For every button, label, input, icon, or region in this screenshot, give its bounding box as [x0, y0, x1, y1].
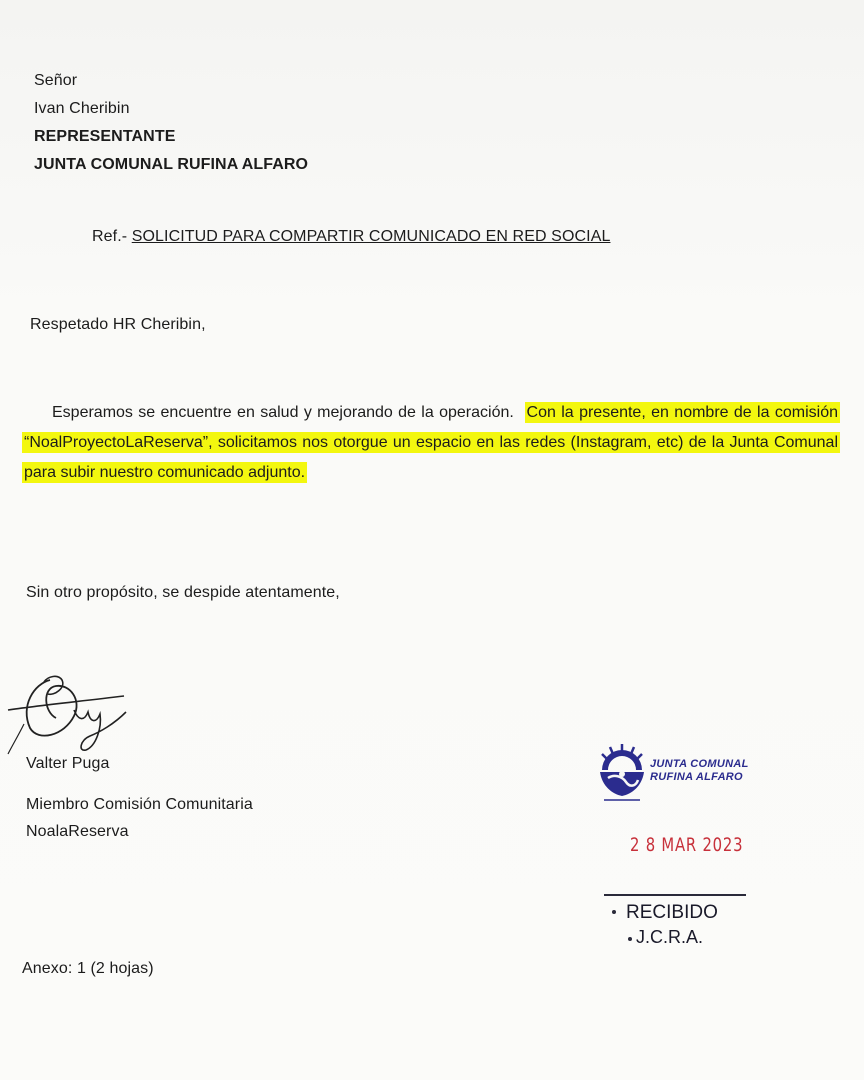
body-intro: Esperamos se encuentre en salud y mejorando de la operación. [52, 404, 514, 421]
received-mark [612, 910, 616, 914]
signer-group: NoalaReserva [26, 823, 129, 840]
reference-subject: SOLICITUD PARA COMPARTIR COMUNICADO EN RED SOCIAL [131, 228, 611, 245]
stamp-line-2: RUFINA ALFARO [650, 771, 743, 783]
junta-comunal-logo-icon [596, 740, 648, 802]
greeting: Respetado HR Cheribin, [30, 316, 206, 333]
recipient-name: Ivan Cheribin [34, 100, 130, 117]
received-label: RECIBIDO [626, 902, 718, 923]
received-mark [628, 937, 632, 941]
received-initials: J.C.R.A. [636, 927, 704, 947]
handwritten-signature [4, 666, 134, 756]
signer-name: Valter Puga [26, 755, 110, 772]
stamp-organization [650, 758, 749, 784]
reference-line [92, 228, 610, 246]
recipient-position: REPRESENTANTE [34, 128, 176, 145]
received-divider [604, 894, 746, 896]
recipient-organization: JUNTA COMUNAL RUFINA ALFARO [34, 156, 309, 173]
signer-role: Miembro Comisión Comunitaria [26, 796, 253, 813]
closing-line: Sin otro propósito, se despide atentamente, [26, 584, 340, 601]
body-highlighted-request: Con la presente, en nombre de la comisión “NoalProyectoLaReserva”, solicitamos nos otorgue un espacio en las redes (Instagram, etc) de la Junta Comunal para subir nuestro comunicado adjunto. [24, 404, 839, 481]
annex-note: Anexo: 1 (2 hojas) [22, 960, 154, 977]
reference-prefix: Ref.- [92, 228, 128, 245]
recipient-salutation: Señor [34, 72, 78, 89]
stamp-date: 2 8 MAR 2023 [630, 834, 744, 856]
stamp-line-1: JUNTA COMUNAL [650, 758, 749, 770]
letter-body [22, 398, 840, 488]
